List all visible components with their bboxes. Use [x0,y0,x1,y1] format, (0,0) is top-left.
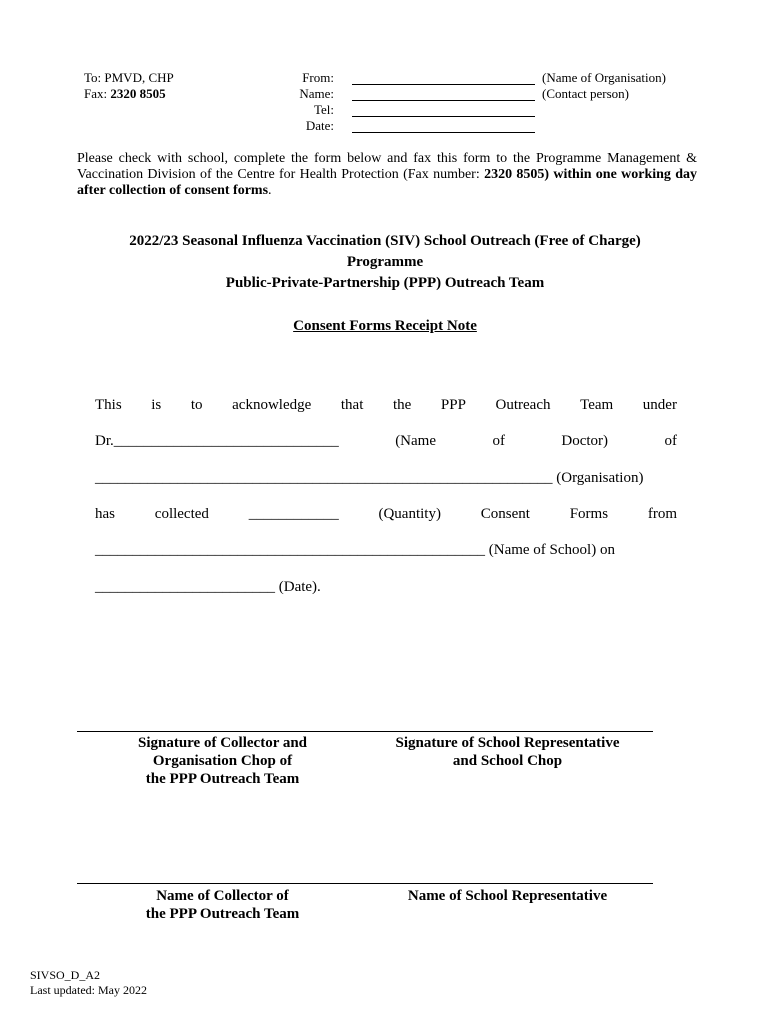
statement-word: Forms [569,506,609,522]
school-signature-caption [370,734,645,770]
name-label: Name: [299,86,334,101]
instruction-fax: 2320 8505 [484,167,545,182]
sender-hints [542,70,666,102]
statement-word: has [95,506,115,522]
statement-row-6 [95,578,677,596]
last-updated: Last updated: May 2022 [30,983,147,997]
from-field[interactable] [352,84,535,85]
statement-word: _____________________________________________________________ (Organisation) [95,470,644,486]
signature-line[interactable] [77,731,653,732]
caption-line: Signature of Collector and [137,735,308,751]
statement-row-1 [95,396,677,414]
fax-label: Fax: [84,86,108,101]
tel-field[interactable] [352,116,535,117]
caption-line: the PPP Outreach Team [145,906,300,922]
caption-line: the PPP Outreach Team [145,771,300,787]
statement-word: the [392,397,412,413]
statement-word: Outreach [495,397,551,413]
from-label: From: [302,70,334,85]
programme-title-cont: Programme [346,254,424,270]
team-title: Public-Private-Partnership (PPP) Outreach Team [225,275,545,291]
statement-word: ____________________________________________________ (Name of School) on [95,542,615,558]
receipt-title: Consent Forms Receipt Note [293,318,477,334]
statement-word: under [642,397,677,413]
statement-word: (Quantity) [378,506,441,522]
statement-word: Doctor) [561,433,609,449]
fax-line [84,86,174,102]
name-field[interactable] [352,100,535,101]
statement-word: of [492,433,505,449]
statement-word: ________________________ (Date). [95,579,321,595]
caption-line: and School Chop [452,753,563,769]
statement-word: that [340,397,364,413]
collector-name-caption [110,887,335,923]
name-line[interactable] [77,883,653,884]
statement-word: This [95,397,122,413]
statement-word: ____________ [248,506,339,522]
document-code: SIVSO_D_A2 [30,968,101,982]
statement-word: PPP [440,397,466,413]
statement-row-2 [95,432,677,450]
contact-hint: (Contact person) [542,86,630,101]
statement-row-3 [95,469,677,487]
tel-label: Tel: [313,102,334,117]
caption-line: Signature of School Representative [395,735,620,751]
instruction-paragraph [77,151,697,199]
statement-word: Dr.______________________________ [95,433,339,449]
statement-word: Consent [480,506,530,522]
caption-line: Name of Collector of [156,888,289,904]
document-footer [30,968,147,998]
sender-labels [260,70,334,134]
caption-line: Organisation Chop of [152,753,293,769]
caption-line: Name of School Representative [407,888,608,904]
statement-word: acknowledge [232,397,312,413]
statement-row-5 [95,541,677,559]
statement-word: (Name [395,433,436,449]
statement-word: of [664,433,677,449]
statement-word: is [151,397,162,413]
fax-number: 2320 8505 [110,86,166,101]
instruction-deadline: ) within one working day after collection of consent forms [77,167,698,198]
statement-word: collected [154,506,209,522]
instruction-end: . [268,183,272,198]
date-field[interactable] [352,132,535,133]
school-name-caption [370,887,645,905]
statement-word: to [190,397,203,413]
statement-row-4 [95,505,677,523]
statement-word: Team [580,397,614,413]
organisation-hint: (Name of Organisation) [542,70,666,85]
statement-word: from [647,506,677,522]
instruction-text: Please check with school, complete the form below and fax this form to the Programme Management & Vaccination Division of the Centre for Health Protection (Fax number: [77,151,697,182]
recipient-block [84,70,174,102]
date-label: Date: [305,118,334,133]
programme-title: 2022/23 Seasonal Influenza Vaccination (SIV) School Outreach (Free of Charge) [129,233,641,249]
to-line: To: PMVD, CHP [84,70,174,85]
collector-signature-caption [110,734,335,788]
